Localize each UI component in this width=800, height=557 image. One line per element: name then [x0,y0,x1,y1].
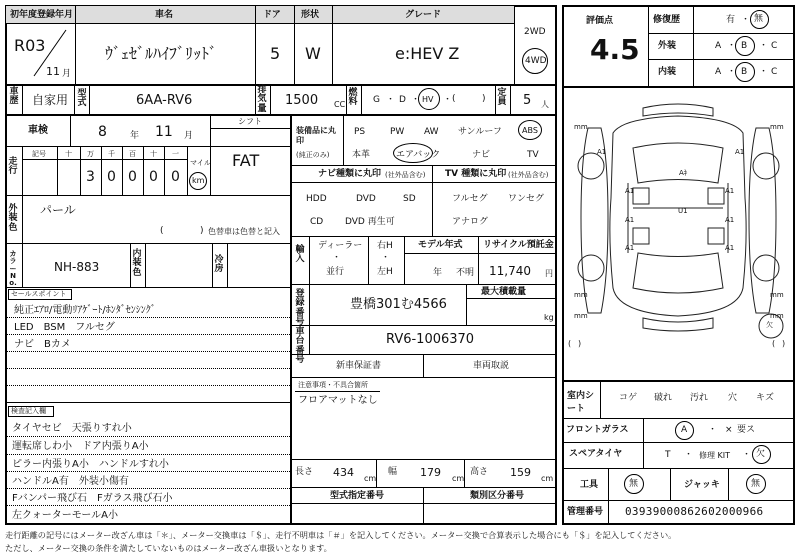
mileage-unit-ju: 十 [150,150,157,158]
new-warranty: 新車保証書 [336,361,382,371]
car-name: ｳﾞｪｾﾞﾙﾊｲﾌﾞﾘｯﾄﾞ [105,44,218,63]
import-right-h: 右H [377,241,393,251]
check-line: 運転席しわ小 ドア内張りA小 [12,441,149,452]
damage-mark: Aｷ [679,169,688,177]
mileage-unit-ichi: 一 [172,150,179,158]
interior-b: B [741,67,748,77]
mileage-unit-10man: 十 [65,150,72,158]
navi-dvd-play: DVD 再生可 [345,217,395,227]
grade-label: グレード [405,10,442,20]
color-note: 色替車は色替と記入 [208,227,280,236]
mileage-unit-mark: 記号 [32,150,46,158]
equip-ps: PS [354,127,366,137]
equip-pw: PW [390,127,405,137]
import-left-h: 左H [377,267,393,277]
check-line: タイヤセビ 天張りすれ小 [12,423,132,434]
check-label: 検査記入欄 [11,407,46,415]
interior-label: 内装 [658,67,677,77]
interior-a: A [715,67,722,77]
shaken-year: 8 [98,124,107,140]
damage-mark: 欠 [766,321,773,329]
usage-label: 車歴 [9,87,19,107]
front-glass-need: 要ス [737,425,756,435]
width-value: 179 [420,466,441,479]
score-label: 評価点 [586,16,614,26]
exterior-c: C [771,41,778,51]
repair-label: 修復歴 [653,15,681,25]
model-year-value: 不明 [456,268,475,278]
sheet-hole: 穴 [728,393,738,403]
shaken-year-unit: 年 [130,131,140,141]
spare-label: スペアタイヤ [569,449,623,459]
front-glass-x: × [725,425,733,435]
width-unit: cm [452,474,465,483]
fuel-paren-close: ) [482,94,486,104]
jack-label: ジャッキ [684,480,720,490]
equip-airbag: エアバック [396,150,441,160]
equipment-sub: (純正のみ) [296,151,330,159]
km-unit: km [192,176,205,185]
mm-label: mm [574,312,588,320]
import-parallel: 並行 [326,267,345,277]
mm-label: mm [770,291,784,299]
capacity-value: 5 [523,93,532,108]
sheet-burn: コゲ [619,393,638,403]
shift-value: FAT [232,151,260,170]
model-label: 型式 [77,89,87,109]
length-unit: cm [364,474,377,483]
color-no-label: カラーNo. [9,250,17,288]
equipment-label: 装備品に丸印 [296,126,336,146]
fuel-paren-open: ( [452,94,456,104]
mileage-digit: 0 [149,169,158,185]
front-glass-label: フロントガラス [566,425,629,435]
drive-2wd: 2WD [524,27,546,37]
damage-mark: A1 [725,244,735,252]
damage-mark: A1 [725,216,735,224]
shift-label: シフト [238,117,262,126]
tools-value: 無 [629,479,639,489]
tools-label: 工具 [580,480,599,490]
recycle-value: 11,740 [489,264,531,278]
door-count: 5 [270,44,281,63]
manual: 車両取説 [473,361,510,371]
mileage-unit-sen: 千 [108,150,115,158]
interior-c: C [771,67,778,77]
damage-mark: A1 [625,216,635,224]
model-value: 6AA-RV6 [136,93,193,108]
shaken-month-unit: 月 [184,131,194,141]
damage-mark: A1 [625,187,635,195]
interior-sheet-label: 室内シート [567,391,595,414]
fuel-hv: HV [422,95,434,104]
recycle-yen: 円 [545,269,553,278]
color-paren-open: ( [160,226,164,236]
interior-color-label: 内装色 [132,249,142,278]
spare-t: T [665,450,671,460]
cc-unit: CC [334,100,346,109]
exterior-label: 外装 [658,41,677,51]
displacement-value: 1500 [285,93,319,108]
damage-mark: U1 [678,207,688,215]
height-label: 高さ [470,467,489,477]
mm-label: mm [574,291,588,299]
height-value: 159 [510,466,531,479]
equip-leather: 本革 [352,150,371,160]
height-unit: cm [541,474,554,483]
equip-sunroof: サンルーフ [458,127,502,137]
mm-label: mm [574,123,588,131]
type-spec-label: 型式指定番号 [330,491,385,501]
displacement-label: 排気量 [257,85,267,114]
import-dealer: ディーラー [318,241,363,251]
footer-note-2: ただし、メーター交換の条件を満たしていないものはメーター改ざん車扱いとなります。 [5,543,332,553]
sales-point-line: 純正ｴｱﾛ/電動ﾘｱｹﾞｰﾄ/ﾎﾝﾀﾞｾﾝｼﾝｸﾞ [14,305,156,316]
navi-sub: (社外品含む) [385,171,426,179]
mm-label: mm [770,123,784,131]
check-line: ハンドルA有 外装小傷有 [12,476,129,487]
first-reg-era: R03 [14,36,46,55]
import-label: 輸入 [295,245,305,265]
mgmt-label: 管理番号 [567,507,604,517]
fuel-g: G [373,95,380,105]
shaken-label: 車検 [28,125,48,136]
model-year-label: モデル年式 [418,240,463,250]
navi-sd: SD [403,194,416,204]
model-year-unit: 年 [433,268,443,278]
damage-mark: A1 [597,148,607,156]
check-line: ピラー内張りA小 ハンドルすれ小 [12,459,169,470]
repair-yes: 有 [726,15,736,25]
width-label: 幅 [388,467,398,477]
length-value: 434 [333,466,354,479]
max-load-label: 最大積載量 [481,287,527,297]
navi-hdd: HDD [306,194,327,204]
chassis-label: 車台番号 [295,327,305,366]
navi-cd: CD [310,217,324,227]
plate-value: 豊橋301む4566 [350,297,447,312]
remarks-label: 注意事項・不具合箇所 [298,381,368,389]
mile-label: マイル [190,159,211,167]
sheet-tear: 破れ [654,393,673,403]
jack-value: 無 [751,479,761,489]
damage-mark: A1 [725,187,735,195]
navi-dvd: DVD [356,194,376,204]
mileage-unit-hyaku: 百 [129,150,136,158]
shape-label: 形状 [301,10,320,20]
spare-kit: 修理 KIT [699,451,731,460]
tv-fullseg: フルセグ [452,194,488,204]
mileage-digit: 0 [107,169,116,185]
mileage-digit: 0 [128,169,137,185]
color-label: 外装色 [8,204,18,233]
length-label: 長さ [295,467,314,477]
exterior-b: B [741,41,748,51]
ac-label: 冷房 [214,255,224,275]
mileage-unit-man: 万 [87,150,94,158]
color-no-value: NH-883 [54,260,100,274]
first-reg-label: 初年度登録年月 [10,10,74,20]
mm-label: mm [770,312,784,320]
body-shape: W [305,44,321,63]
drive-4wd: 4WD [525,56,547,66]
color-paren-close: ) [200,226,204,236]
fuel-d: D [399,95,406,105]
footer-note-1: 走行距離の記号にはメーター改ざん車は「＊」、メーター交換車は「＄」、走行不明車は「＃」を記入してください。メーター交換で合算表示した場合にも「＄」を記入してください。 [5,530,677,540]
equip-abs: ABS [522,126,538,135]
equip-tv: TV [527,150,539,160]
navi-label: ナビ種類に丸印 [318,169,382,179]
car-damage-diagram [563,88,794,378]
car-name-label: 車名 [155,10,174,20]
door-label: ドア [263,10,281,20]
sales-point-line: LED BSM フルセグ [14,322,115,333]
front-glass-a: A [681,425,688,435]
tv-analog: アナログ [452,217,489,227]
max-load-unit: kg [544,313,554,322]
equip-aw: AW [424,127,439,137]
score-value: 4.5 [590,33,640,66]
recycle-label: リサイクル預託金 [483,240,554,250]
mileage-digit: 0 [171,169,180,185]
sales-point-line: ナビ Bカメ [14,339,71,350]
sheet-scratch: キズ [756,393,774,403]
mileage-digit: 3 [86,169,95,185]
fuel-label: 燃料 [348,88,358,108]
capacity-label: 定員 [497,88,507,108]
chassis-value: RV6-1006370 [386,332,475,347]
mileage-label: 走行 [8,157,18,177]
check-line: 左クォーターモールA小 [12,510,118,521]
exterior-a: A [715,41,722,51]
damage-mark: A1 [625,244,635,252]
plate-label: 登録番号 [295,289,305,328]
repair-none: 無 [754,14,764,24]
tv-oneseg: ワンセグ [508,194,545,204]
tv-sub: (社外品含む) [508,171,549,179]
tv-label: TV 種類に丸印 [445,169,507,179]
check-line: Fバンパー飛び石 Fガラス飛び石小 [12,493,173,504]
shaken-month: 11 [155,124,173,140]
equip-navi: ナビ [472,150,491,160]
spare-none: 欠 [756,449,766,459]
capacity-unit: 人 [541,100,549,109]
first-reg-month: 11 [46,65,60,78]
sales-point-label: セールスポイント [11,290,67,298]
damage-mark: A1 [735,148,745,156]
first-reg-month-unit: 月 [62,69,72,79]
sheet-dirt: 汚れ [690,393,709,403]
usage-value: 自家用 [32,93,69,107]
class-label: 類別区分番号 [470,491,525,501]
grade-value: e:HEV Z [395,44,460,63]
mgmt-value: 03939000862602000966 [625,505,764,518]
color-value: パール [40,203,76,217]
remarks-value: フロアマットなし [298,395,378,406]
